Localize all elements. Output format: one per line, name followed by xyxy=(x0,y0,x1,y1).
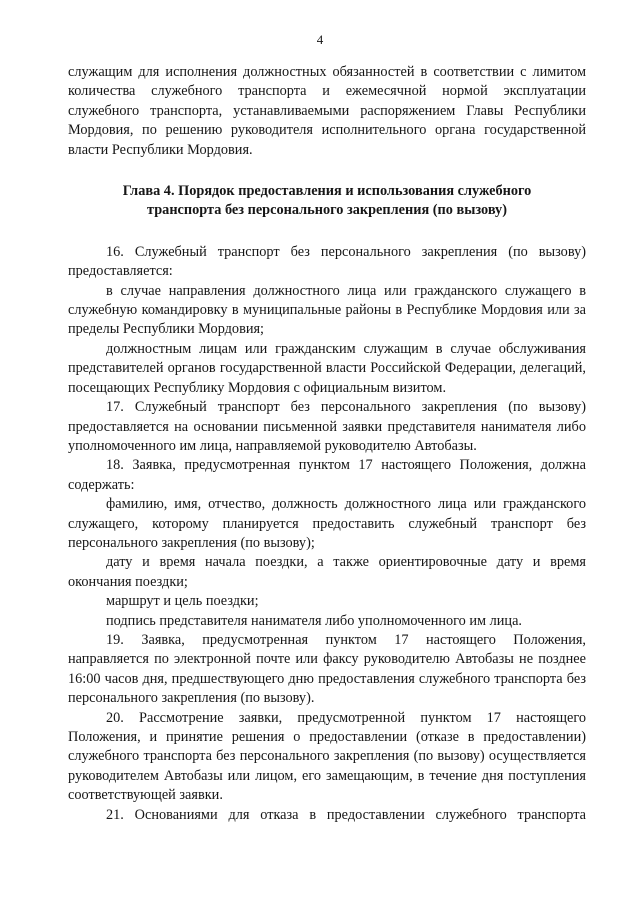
intro-paragraph: служащим для исполнения должностных обязанностей в соответствии с лимитом количества служебного транспорта и ежемесячной нормой эксплуатации служебного транспорта, устанавливаемыми распоряжением Главы Республики Мордовия, по решению руководителя исполнительного органа государственной власти Республики Мордовия. xyxy=(68,64,586,158)
paragraph-18-item-4: подпись представителя нанимателя либо уполномоченного им лица. xyxy=(106,612,523,629)
chapter-title-line-2: транспорта без персонального закрепления (по вызову) xyxy=(147,202,507,219)
paragraph-16-case-2: должностным лицам или гражданским служащим в случае обслуживания представителей органов государственной власти Российской Федерации, делегаций, посещающих Республику Мордовия с официальным визитом. xyxy=(68,340,586,396)
paragraph-21: 21. Основаниями для отказа в предоставлении служебного транспорта xyxy=(106,806,586,823)
paragraph-20: 20. Рассмотрение заявки, предусмотренной пунктом 17 настоящего Положения, и принятие решения о предоставлении (отказе в предоставлении) служебного транспорта без персонального закрепления (по вызову) осуществляется руководителем Автобазы или лицом, его замещающим, в течение дня поступления соответствующей заявки. xyxy=(68,709,586,804)
paragraph-19: 19. Заявка, предусмотренная пунктом 17 настоящего Положения, направляется по электронной почте или факсу руководителю Автобазы не позднее 16:00 часов дня, предшествующего дню предоставления служебного транспорта без персонального закрепления (по вызову). xyxy=(68,631,586,707)
paragraph-18-item-2: дату и время начала поездки, а также ориентировочные дату и время окончания поездки; xyxy=(68,554,586,590)
paragraph-16-case-1: в случае направления должностного лица или гражданского служащего в служебную командировку в муниципальные районы в Республике Мордовия или за пределы Республики Мордовия; xyxy=(68,282,586,338)
paragraph-17: 17. Служебный транспорт без персонального закрепления (по вызову) предоставляется на основании письменной заявки представителя нанимателя либо уполномоченного им лица, направляемой руководителю Автобазы. xyxy=(68,399,586,454)
paragraph-18-item-1: фамилию, имя, отчество, должность должностного лица или гражданского служащего, которому планируется предоставить служебный транспорт без персонального закрепления (по вызову); xyxy=(68,496,586,551)
paragraph-18-item-3: маршрут и цель поездки; xyxy=(106,593,259,610)
paragraph-18: 18. Заявка, предусмотренная пунктом 17 настоящего Положения, должна содержать: xyxy=(68,457,586,493)
page-number: 4 xyxy=(316,32,324,47)
chapter-heading xyxy=(68,182,586,221)
paragraph-16: 16. Служебный транспорт без персонального закрепления (по вызову) предоставляется: xyxy=(68,243,586,280)
document-body xyxy=(68,63,586,825)
chapter-title-line-1: Глава 4. Порядок предоставления и использования служебного xyxy=(122,183,532,200)
